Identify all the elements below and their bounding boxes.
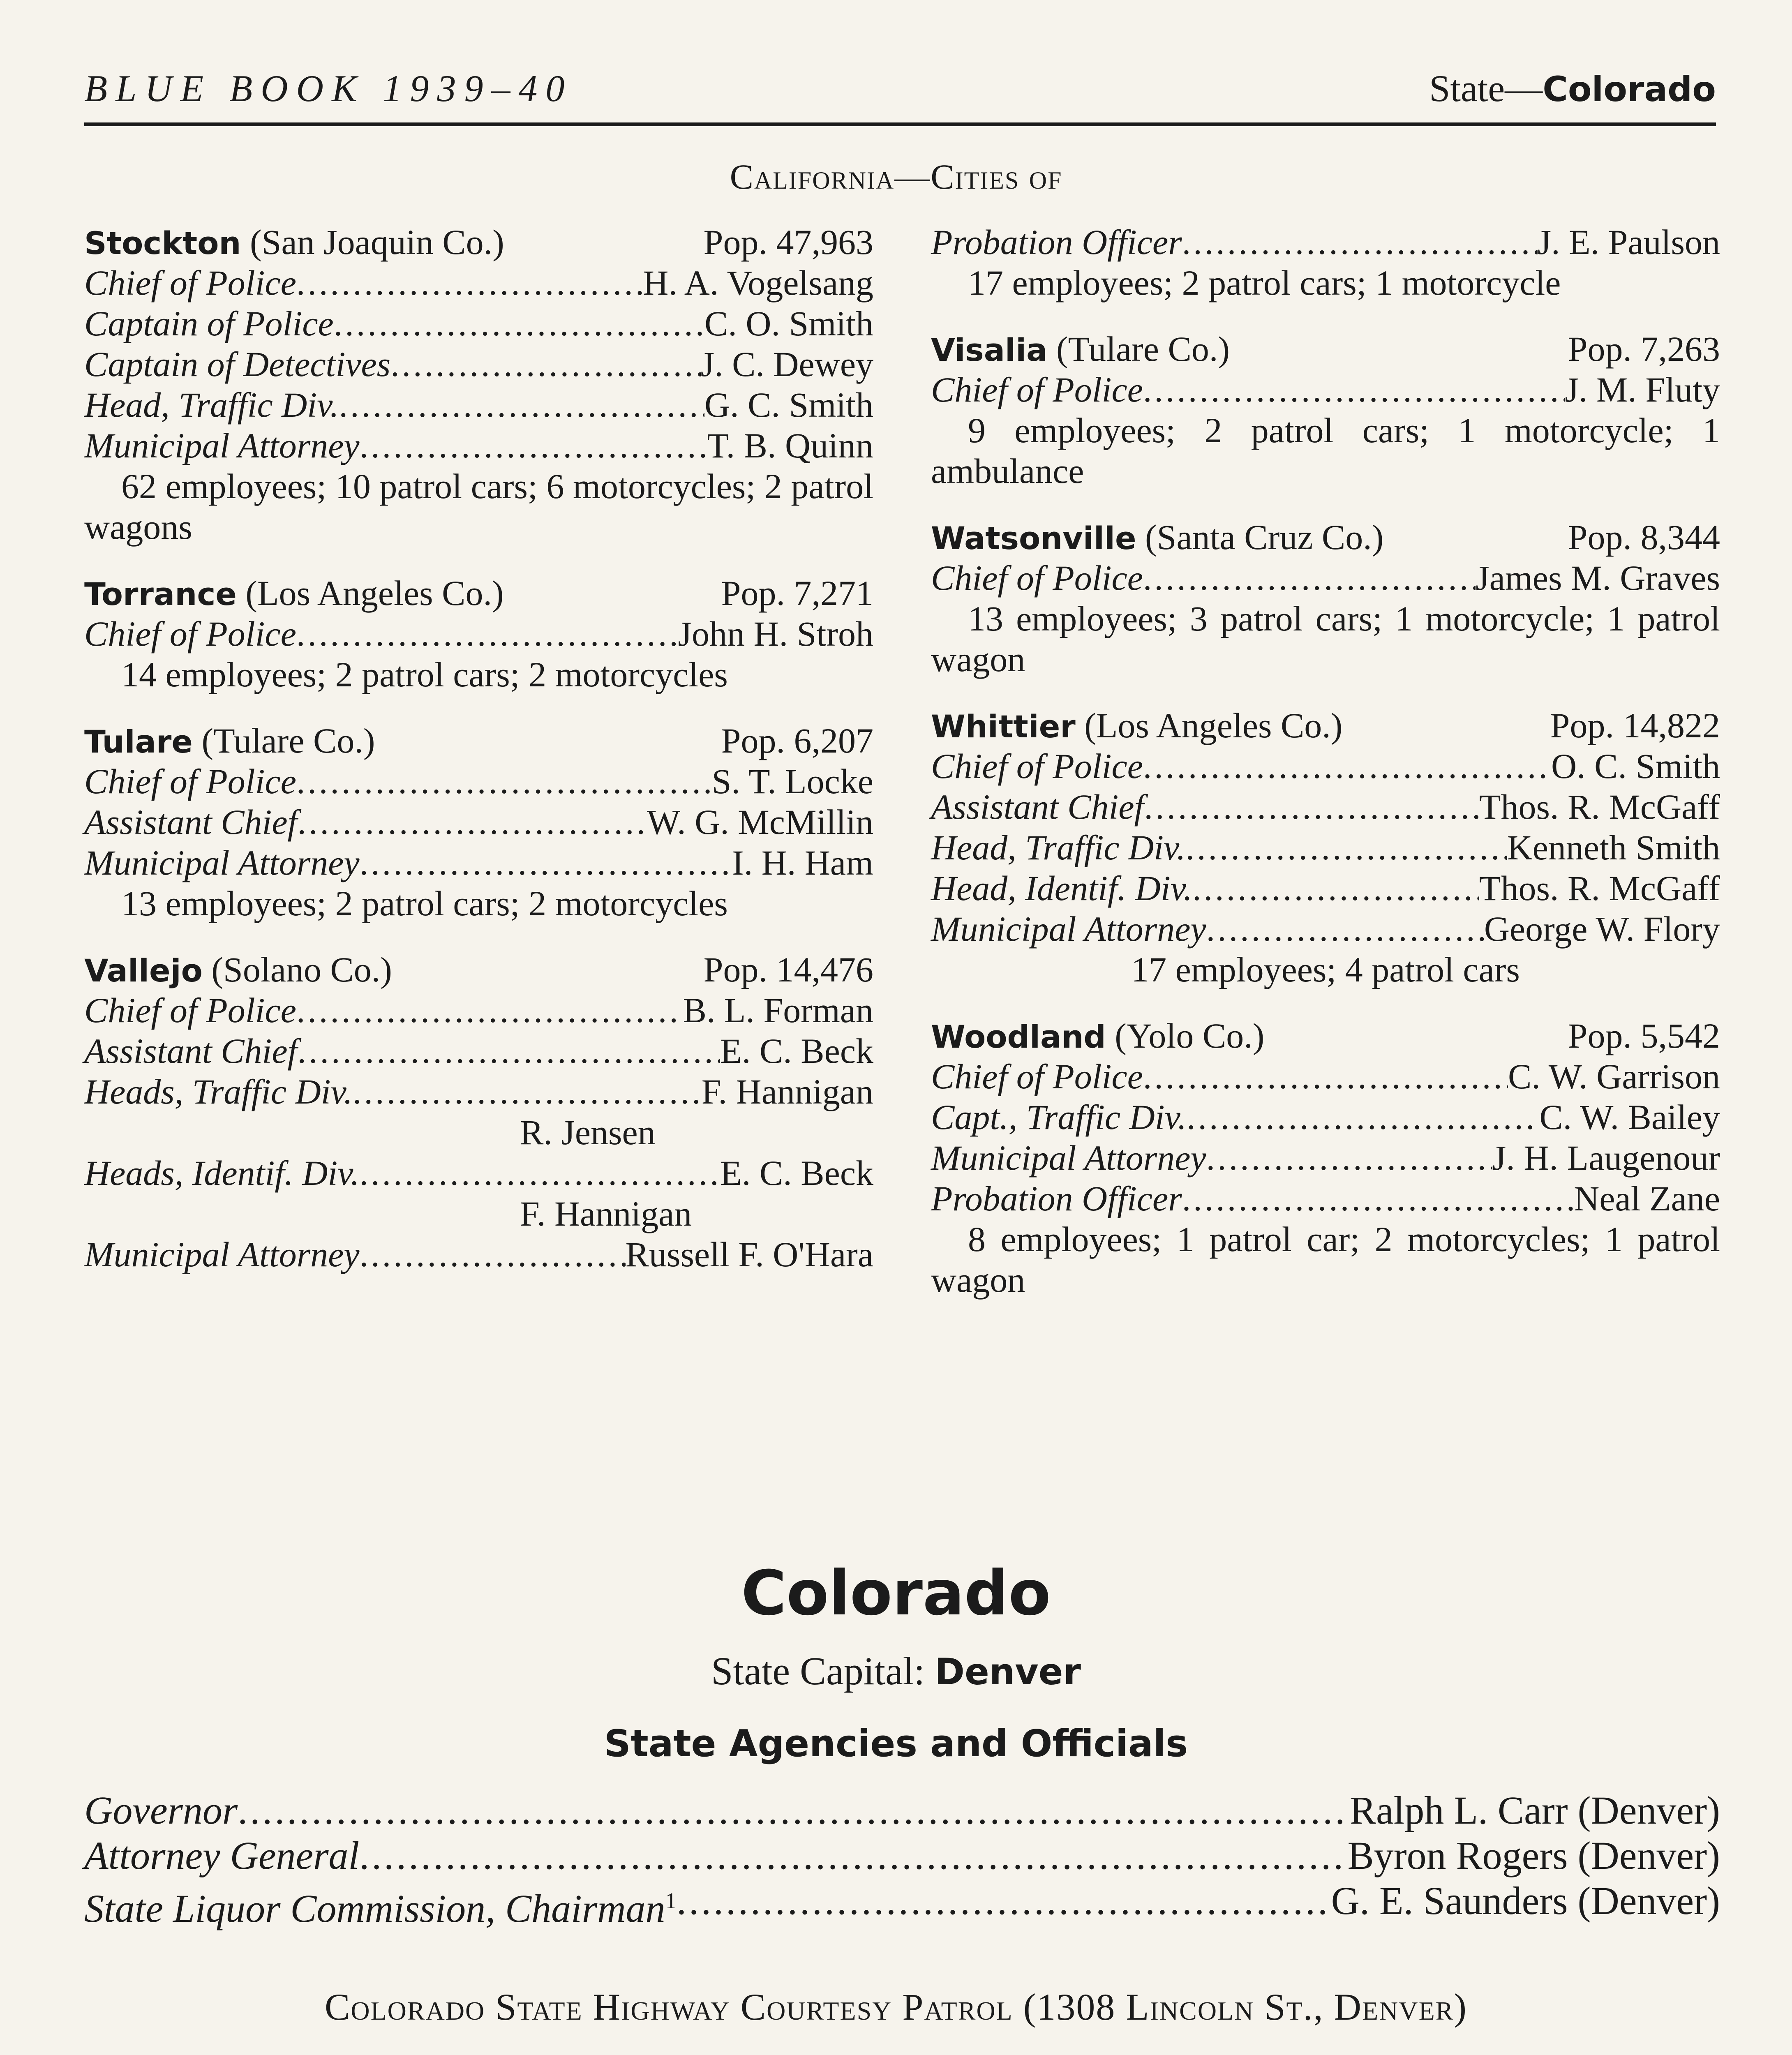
state-officials-list bbox=[84, 1788, 1720, 1930]
city-header: Torrance (Los Angeles Co.) Pop. 7,271 bbox=[84, 573, 873, 613]
official-extra-name: F. Hannigan bbox=[520, 1194, 692, 1233]
official-row: Municipal Attorney ..... T. B. Quinn bbox=[84, 425, 873, 466]
official-row: Chief of Police ..... S. T. Locke bbox=[84, 761, 873, 802]
official-row: Assistant Chief ..... W. G. McMillin bbox=[84, 802, 873, 843]
city-header: Watsonville (Santa Cruz Co.) Pop. 8,344 bbox=[931, 517, 1720, 557]
official-extra-name: R. Jensen bbox=[520, 1113, 656, 1152]
official-row: Capt., Traffic Div. ..... C. W. Bailey bbox=[931, 1097, 1720, 1138]
state-title: Colorado bbox=[741, 1558, 1051, 1629]
city-header: Whittier (Los Angeles Co.) Pop. 14,822 bbox=[931, 706, 1720, 745]
official-row: Chief of Police ..... John H. Stroh bbox=[84, 614, 873, 654]
official-row: Probation Officer ..... J. E. Paulson bbox=[931, 222, 1720, 263]
equipment-note: 13 employees; 2 patrol cars; 2 motorcycles bbox=[121, 884, 728, 923]
city-header: Visalia (Tulare Co.) Pop. 7,263 bbox=[931, 329, 1720, 369]
right-column bbox=[931, 222, 1720, 1300]
book-title: BLUE BOOK 1939–40 bbox=[84, 67, 573, 109]
official-row: Chief of Police ..... C. W. Garrison bbox=[931, 1056, 1720, 1097]
official-row: Head, Traffic Div. ..... G. C. Smith bbox=[84, 385, 873, 425]
official-row: Probation Officer ..... Neal Zane bbox=[931, 1178, 1720, 1219]
official-row: Municipal Attorney ..... George W. Flory bbox=[931, 909, 1720, 949]
footnote-marker: 1 bbox=[665, 1888, 677, 1913]
highway-patrol-heading: Colorado State Highway Courtesy Patrol (1308 Lincoln St., Denver) bbox=[324, 1986, 1467, 2028]
official-row: Heads, Traffic Div. ..... F. Hannigan bbox=[84, 1071, 873, 1112]
official-row: Municipal Attorney ..... I. H. Ham bbox=[84, 843, 873, 883]
official-row: State Liquor Commission, Chairman$^1$ ..... G. E. Saunders (Denver) bbox=[84, 1878, 1720, 1923]
official-row: Chief of Police ..... J. M. Fluty bbox=[931, 369, 1720, 410]
official-row: Chief of Police ..... O. C. Smith bbox=[931, 746, 1720, 787]
official-row: Municipal Attorney ..... J. H. Laugenour bbox=[931, 1138, 1720, 1178]
city-header: Tulare (Tulare Co.) Pop. 6,207 bbox=[84, 721, 873, 760]
section-label: State—Colorado bbox=[1429, 67, 1716, 109]
city-header: Vallejo (Solano Co.) Pop. 14,476 bbox=[84, 950, 873, 989]
official-row: Head, Identif. Div. ..... Thos. R. McGaff bbox=[931, 868, 1720, 909]
equipment-note: 8 employees; 1 patrol car; 2 motorcycles; 1 patrol wagon bbox=[931, 1219, 1720, 1300]
city-header: Woodland (Yolo Co.) Pop. 5,542 bbox=[931, 1016, 1720, 1055]
official-row: Heads, Identif. Div. ..... E. C. Beck bbox=[84, 1153, 873, 1194]
running-head bbox=[84, 62, 1716, 107]
official-row: Attorney General ..... Byron Rogers (Denver) bbox=[84, 1833, 1720, 1878]
california-heading: California—Cities of bbox=[730, 157, 1062, 196]
official-row: Chief of Police ..... B. L. Forman bbox=[84, 990, 873, 1031]
official-row: Captain of Detectives ..... J. C. Dewey bbox=[84, 344, 873, 385]
city-header: Stockton (San Joaquin Co.) Pop. 47,963 bbox=[84, 222, 873, 262]
official-row: Governor ..... Ralph L. Carr (Denver) bbox=[84, 1788, 1720, 1833]
official-row: Head, Traffic Div. ..... Kenneth Smith bbox=[931, 827, 1720, 868]
header-rule bbox=[84, 122, 1716, 126]
equipment-note: 9 employees; 2 patrol cars; 1 motorcycle; 1 ambulance bbox=[931, 411, 1720, 491]
equipment-note: 17 employees; 4 patrol cars bbox=[1131, 950, 1520, 989]
official-row: Assistant Chief ..... E. C. Beck bbox=[84, 1031, 873, 1071]
official-row: Assistant Chief ..... Thos. R. McGaff bbox=[931, 787, 1720, 827]
official-row: Municipal Attorney ..... Russell F. O'Hara bbox=[84, 1234, 873, 1275]
agencies-heading: State Agencies and Officials bbox=[604, 1722, 1188, 1765]
left-column bbox=[84, 222, 873, 1275]
equipment-note: 13 employees; 3 patrol cars; 1 motorcycle; 1 patrol wagon bbox=[931, 599, 1720, 679]
equipment-note: 17 employees; 2 patrol cars; 1 motorcycle bbox=[968, 263, 1561, 302]
equipment-note: 14 employees; 2 patrol cars; 2 motorcycles bbox=[121, 655, 728, 694]
equipment-note: 62 employees; 10 patrol cars; 6 motorcycles; 2 patrol wagons bbox=[84, 466, 873, 547]
official-row: Chief of Police ..... H. A. Vogelsang bbox=[84, 263, 873, 303]
official-row: Captain of Police ..... C. O. Smith bbox=[84, 303, 873, 344]
official-row: Chief of Police ..... James M. Graves bbox=[931, 558, 1720, 598]
state-capital: State Capital: Denver bbox=[711, 1649, 1081, 1693]
